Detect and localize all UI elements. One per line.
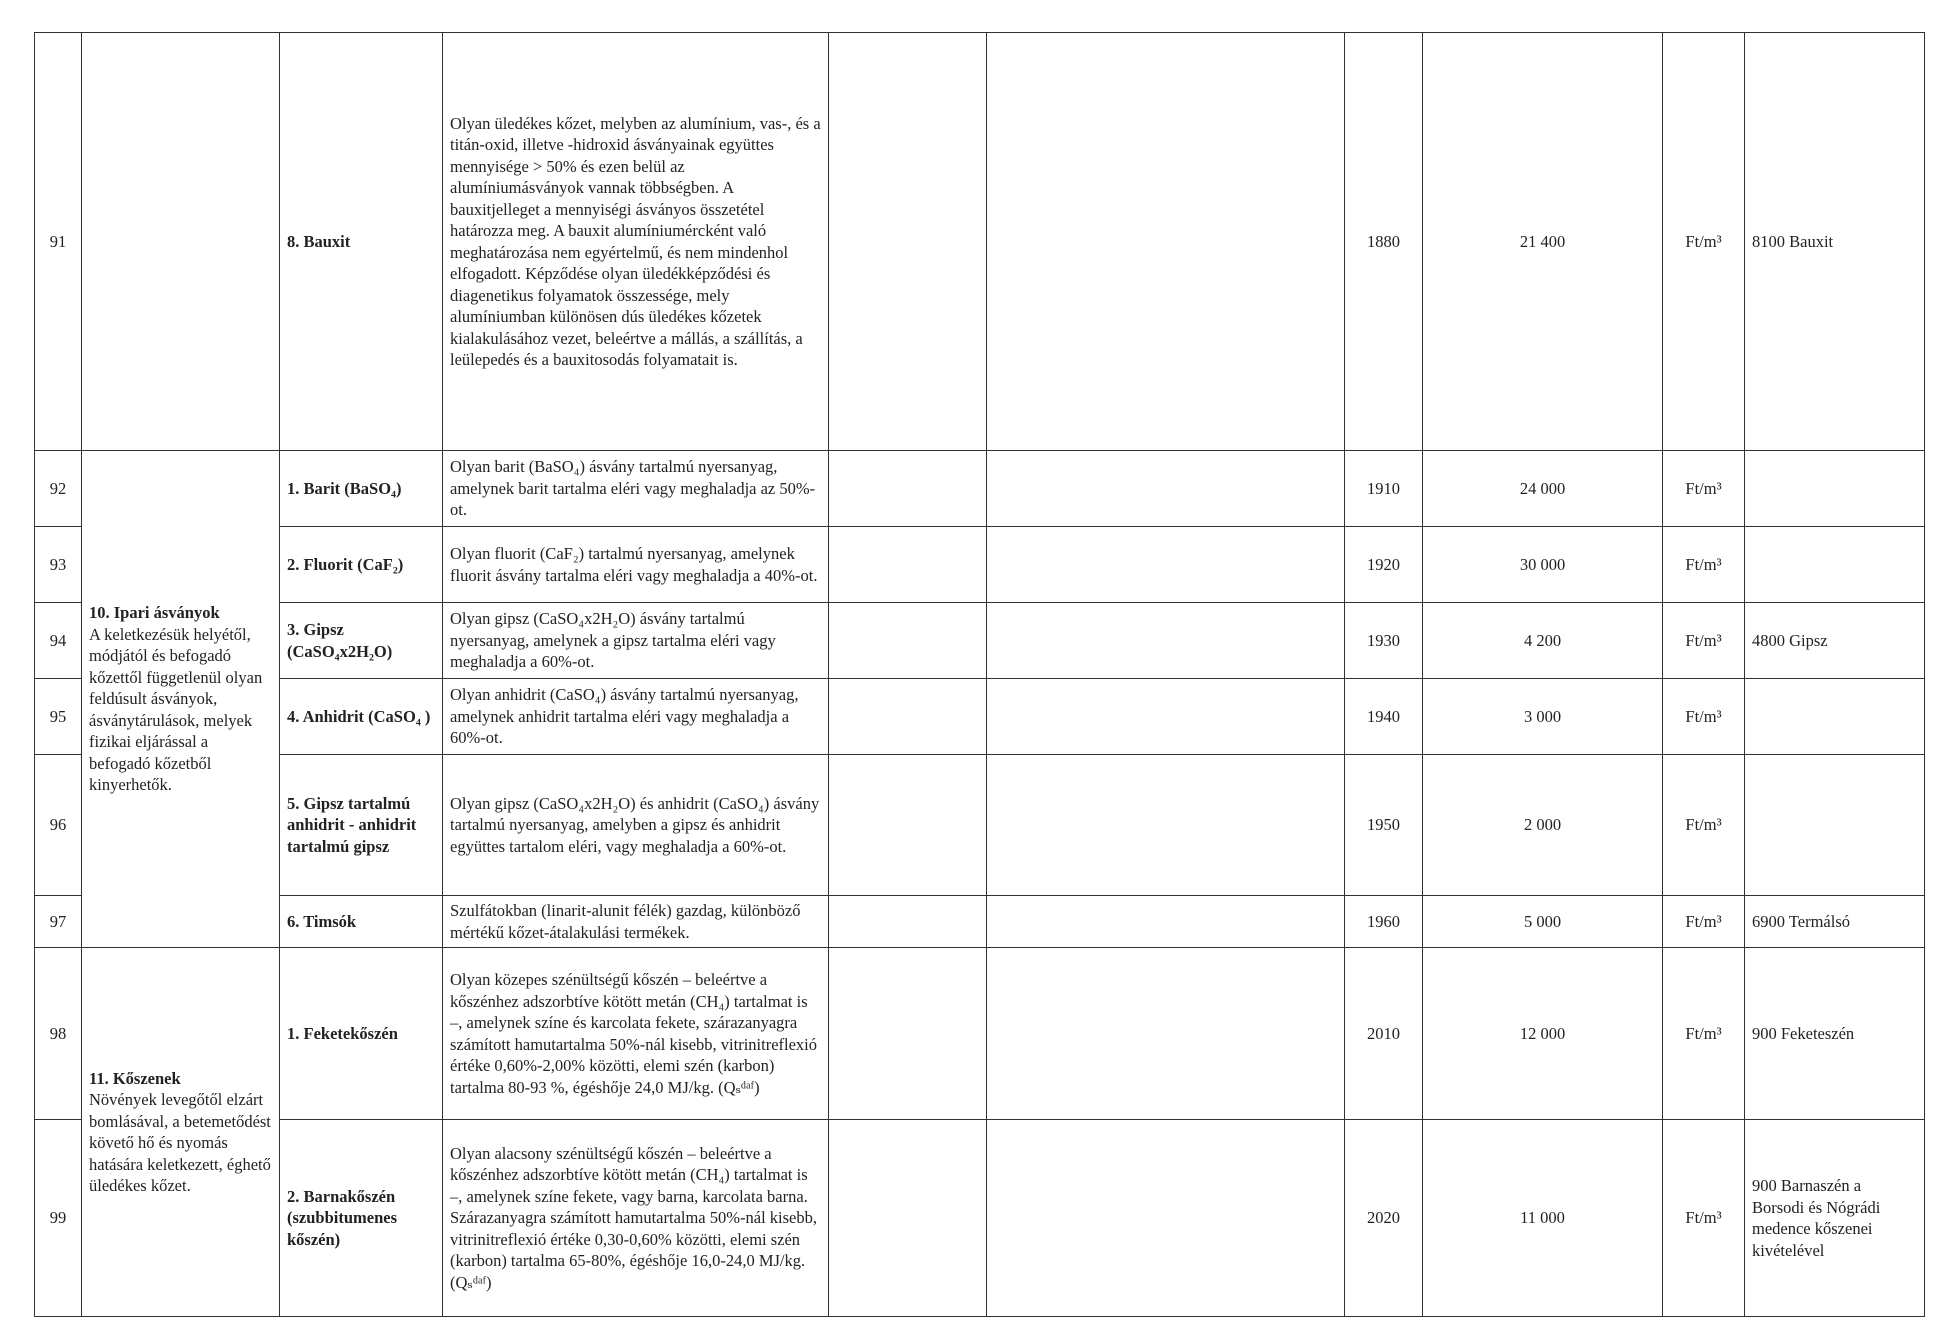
code-cell: 1910	[1345, 451, 1423, 527]
amount-cell: 4 200	[1423, 603, 1663, 679]
code-cell: 1930	[1345, 603, 1423, 679]
category-text: A keletkezésük helyétől, módjától és befogadó kőzettől függetlenül olyan feldúsult ásványok, ásványtárulások, melyek fizikai eljárással a befogadó kőzetből kinyerhetők.	[89, 624, 263, 795]
empty-cell	[829, 755, 987, 896]
row-number: 92	[35, 451, 82, 527]
note-cell: 6900 Termálsó	[1745, 896, 1925, 948]
row-number: 93	[35, 527, 82, 603]
mineral-name: 8. Bauxit	[280, 33, 443, 451]
unit-cell: Ft/m³	[1663, 896, 1745, 948]
table-row	[35, 896, 1925, 948]
note-cell	[1745, 679, 1925, 755]
amount-cell: 3 000	[1423, 679, 1663, 755]
row-number: 98	[35, 948, 82, 1120]
amount-cell: 2 000	[1423, 755, 1663, 896]
code-cell: 1950	[1345, 755, 1423, 896]
row-number: 97	[35, 896, 82, 948]
note-cell: 900 Feketeszén	[1745, 948, 1925, 1120]
empty-cell	[829, 896, 987, 948]
unit-cell: Ft/m³	[1663, 33, 1745, 451]
empty-cell	[987, 948, 1345, 1120]
code-cell: 2020	[1345, 1120, 1423, 1317]
empty-cell	[829, 451, 987, 527]
code-cell: 1960	[1345, 896, 1423, 948]
table-row	[35, 527, 1925, 603]
mineral-description: Olyan üledékes kőzet, melyben az alumínium, vas-, és a titán-oxid, illetve -hidroxid ásványainak együttes mennyisége > 50% és ezen belül az alumíniumásványok vannak többségben. A bauxitjelleget a mennyiségi ásványos összetétel határozza meg. A bauxit alumíniumércként való meghatározása nem egyértelmű, és nem mindenhol elfogadott. Képződése olyan üledékképződési és diagenetikus folyamatok összessége, mely alumíniumban különösen dús üledékes kőzetek kialakulásához vezet, beleértve a mállás, a szállítás, a leülepedés és a bauxitosodás folyamatait is.	[443, 33, 829, 451]
unit-cell: Ft/m³	[1663, 527, 1745, 603]
category-cell	[82, 33, 280, 451]
amount-cell: 12 000	[1423, 948, 1663, 1120]
table-row	[35, 755, 1925, 896]
empty-cell	[987, 33, 1345, 451]
unit-cell: Ft/m³	[1663, 603, 1745, 679]
mineral-description: Szulfátokban (linarit-alunit félék) gazdag, különböző mértékű kőzet-átalakulási termékek.	[443, 896, 829, 948]
note-cell: 4800 Gipsz	[1745, 603, 1925, 679]
empty-cell	[829, 33, 987, 451]
mineral-description: Olyan fluorit (CaF₂) tartalmú nyersanyag, amelynek fluorit ásvány tartalma eléri vagy meghaladja a 40%-ot.	[443, 527, 829, 603]
empty-cell	[829, 1120, 987, 1317]
table-row	[35, 33, 1925, 451]
empty-cell	[829, 527, 987, 603]
code-cell: 1940	[1345, 679, 1423, 755]
unit-cell: Ft/m³	[1663, 948, 1745, 1120]
amount-cell: 11 000	[1423, 1120, 1663, 1317]
unit-cell: Ft/m³	[1663, 679, 1745, 755]
amount-cell: 30 000	[1423, 527, 1663, 603]
mineral-name: 4. Anhidrit (CaSO₄ )	[280, 679, 443, 755]
table-row	[35, 603, 1925, 679]
empty-cell	[829, 948, 987, 1120]
mineral-description: Olyan barit (BaSO₄) ásvány tartalmú nyersanyag, amelynek barit tartalma eléri vagy meghaladja az 50%-ot.	[443, 451, 829, 527]
row-number: 94	[35, 603, 82, 679]
note-cell	[1745, 451, 1925, 527]
row-number: 99	[35, 1120, 82, 1317]
category-text: Növények levegőtől elzárt bomlásával, a betemetődést követő hő és nyomás hatására keletkezett, éghető üledékes kőzet.	[89, 1090, 271, 1195]
category-cell	[82, 948, 280, 1317]
note-cell	[1745, 527, 1925, 603]
category-title: 10. Ipari ásványok	[89, 603, 220, 623]
table-row	[35, 451, 1925, 527]
amount-cell: 21 400	[1423, 33, 1663, 451]
empty-cell	[987, 755, 1345, 896]
empty-cell	[987, 603, 1345, 679]
empty-cell	[987, 451, 1345, 527]
note-cell: 8100 Bauxit	[1745, 33, 1925, 451]
code-cell: 2010	[1345, 948, 1423, 1120]
table-row	[35, 679, 1925, 755]
row-number: 91	[35, 33, 82, 451]
code-cell: 1920	[1345, 527, 1423, 603]
unit-cell: Ft/m³	[1663, 451, 1745, 527]
amount-cell: 24 000	[1423, 451, 1663, 527]
mineral-description: Olyan alacsony szénültségű kőszén – beleértve a kőszénhez adszorbtíve kötött metán (CH₄) tartalmat is –, amelynek színe fekete, vagy barna, karcolata barna. Szárazanyagra számított hamutartalma 50%-nál kisebb, vitrinitreflexió értéke 0,30-0,60% közötti, elemi szén (karbon) tartalma 65-80%, égéshője 16,0-24,0 MJ/kg. (Qₛᵈᵃᶠ)	[443, 1120, 829, 1317]
mineral-name: 6. Timsók	[280, 896, 443, 948]
mineral-name: 1. Feketekőszén	[280, 948, 443, 1120]
unit-cell: Ft/m³	[1663, 755, 1745, 896]
mineral-description: Olyan anhidrit (CaSO₄) ásvány tartalmú nyersanyag, amelynek anhidrit tartalma eléri vagy meghaladja a 60%-ot.	[443, 679, 829, 755]
empty-cell	[987, 1120, 1345, 1317]
category-cell	[82, 451, 280, 948]
table-row	[35, 948, 1925, 1120]
empty-cell	[987, 527, 1345, 603]
category-title: 11. Kőszenek	[89, 1068, 181, 1088]
empty-cell	[829, 603, 987, 679]
mineral-name: 5. Gipsz tartalmú anhidrit - anhidrit tartalmú gipsz	[280, 755, 443, 896]
mineral-name: 2. Barnakőszén (szubbitumenes kőszén)	[280, 1120, 443, 1317]
mineral-description: Olyan gipsz (CaSO₄x2H₂O) ásvány tartalmú nyersanyag, amelynek a gipsz tartalma eléri vagy meghaladja a 60%-ot.	[443, 603, 829, 679]
row-number: 95	[35, 679, 82, 755]
document-table	[34, 32, 1925, 1317]
amount-cell: 5 000	[1423, 896, 1663, 948]
mineral-name: 3. Gipsz (CaSO₄x2H₂O)	[280, 603, 443, 679]
code-cell: 1880	[1345, 33, 1423, 451]
mineral-name: 1. Barit (BaSO₄)	[280, 451, 443, 527]
table-row	[35, 1120, 1925, 1317]
mineral-description: Olyan gipsz (CaSO₄x2H₂O) és anhidrit (CaSO₄) ásvány tartalmú nyersanyag, amelyben a gipsz és anhidrit együttes tartalom eléri, vagy meghaladja a 60%-ot.	[443, 755, 829, 896]
mineral-description: Olyan közepes szénültségű kőszén – beleértve a kőszénhez adszorbtíve kötött metán (CH₄) tartalmat is –, amelynek színe és karcolata fekete, szárazanyagra számított hamutartalma 50%-nál kisebb, vitrinitreflexió értéke 0,60%-2,00% közötti, elemi szén (karbon) tartalma 80-93 %, égéshője 24,0 MJ/kg. (Qₛᵈᵃᶠ)	[443, 948, 829, 1120]
empty-cell	[829, 679, 987, 755]
row-number: 96	[35, 755, 82, 896]
empty-cell	[987, 679, 1345, 755]
note-cell	[1745, 755, 1925, 896]
unit-cell: Ft/m³	[1663, 1120, 1745, 1317]
mineral-name: 2. Fluorit (CaF₂)	[280, 527, 443, 603]
empty-cell	[987, 896, 1345, 948]
note-cell: 900 Barnaszén a Borsodi és Nógrádi medence kőszenei kivételével	[1745, 1120, 1925, 1317]
